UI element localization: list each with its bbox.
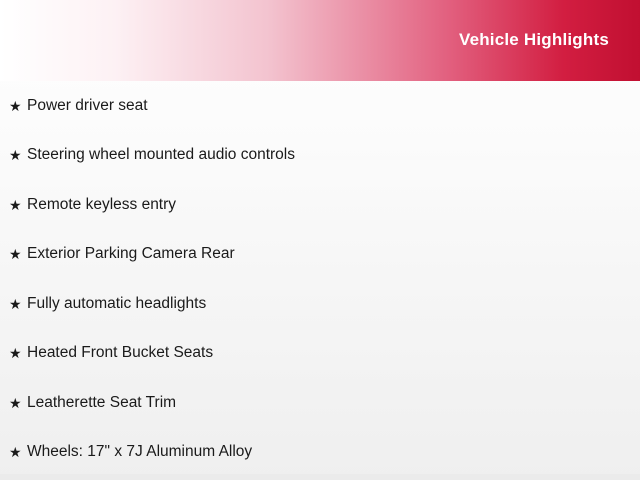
feature-label: Exterior Parking Camera Rear [27,245,235,263]
feature-label: Heated Front Bucket Seats [27,344,214,362]
feature-label: Remote keyless entry [27,195,177,213]
list-item [0,131,640,181]
star-icon: ★ [9,394,22,411]
star-icon: ★ [9,196,22,213]
feature-label: Power driver seat [27,96,148,114]
footer-divider [0,474,640,480]
page-title: Vehicle Highlights [458,30,609,49]
list-item [0,81,640,131]
star-icon: ★ [9,444,22,461]
list-item [0,378,640,428]
feature-label: Steering wheel mounted audio controls [27,146,295,164]
feature-label: Fully automatic headlights [27,294,207,312]
list-item [0,230,640,280]
header-banner [0,0,640,81]
list-item [0,180,640,230]
list-item [0,428,640,478]
star-icon: ★ [9,97,22,114]
star-icon: ★ [9,147,22,164]
star-icon: ★ [9,246,22,263]
list-item [0,329,640,379]
star-icon: ★ [9,295,22,312]
star-icon: ★ [9,345,22,362]
list-item [0,279,640,329]
feature-label: Leatherette Seat Trim [27,393,177,411]
feature-list [0,81,640,477]
feature-label: Wheels: 17" x 7J Aluminum Alloy [27,443,253,461]
